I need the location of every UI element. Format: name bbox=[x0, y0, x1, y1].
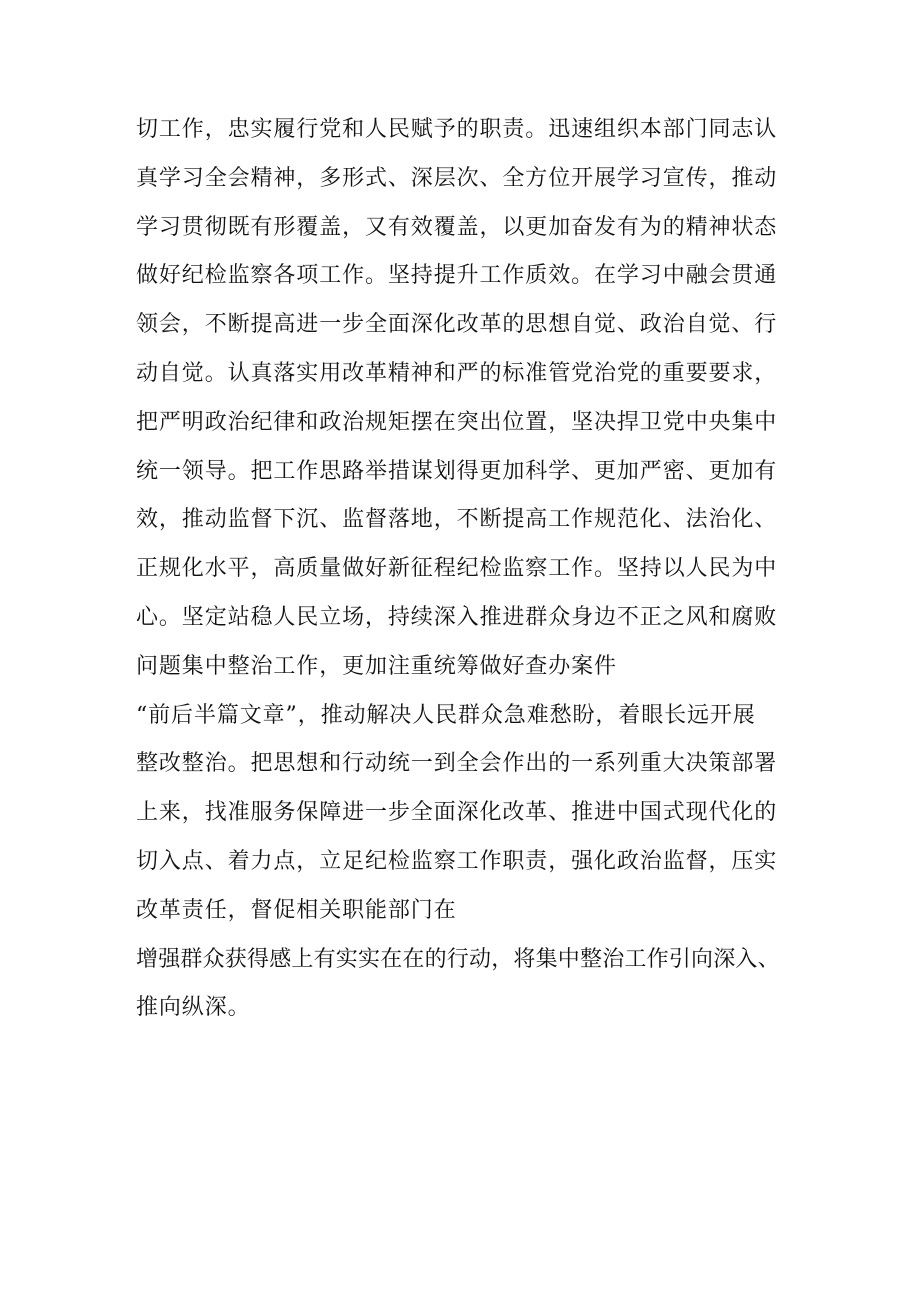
text-line-16: 切入点、着力点，立足纪检监察工作职责，强化政治监督，压实 bbox=[136, 848, 778, 874]
text-line-8: 统一领导。把工作思路举措谋划得更加科学、更加严密、更加有 bbox=[136, 458, 778, 484]
text-line-12: 问题集中整治工作，更加注重统筹做好查办案件 bbox=[136, 653, 617, 679]
text-line-14: 整改整治。把思想和行动统一到全会作出的一系列重大决策部署 bbox=[136, 751, 778, 777]
text-line-19: 推向纵深。 bbox=[136, 995, 251, 1021]
text-line-15: 上来，找准服务保障进一步全面深化改革、推进中国式现代化的 bbox=[136, 800, 778, 826]
text-line-11: 心。坚定站稳人民立场，持续深入推进群众身边不正之风和腐败 bbox=[136, 604, 778, 630]
text-line-3: 学习贯彻既有形覆盖，又有效覆盖，以更加奋发有为的精神状态 bbox=[136, 214, 778, 240]
text-line-6: 动自觉。认真落实用改革精神和严的标准管党治党的重要要求， bbox=[136, 360, 778, 386]
text-line-10: 正规化水平，高质量做好新征程纪检监察工作。坚持以人民为中 bbox=[136, 556, 778, 582]
text-line-13: “前后半篇文章”，推动解决人民群众急难愁盼，着眼长远开展 bbox=[136, 702, 756, 728]
body-text bbox=[136, 106, 796, 1033]
text-line-2: 真学习全会精神，多形式、深层次、全方位开展学习宣传，推动 bbox=[136, 165, 778, 191]
text-line-7: 把严明政治纪律和政治规矩摆在突出位置，坚决捍卫党中央集中 bbox=[136, 409, 778, 435]
text-line-1: 切工作，忠实履行党和人民赋予的职责。迅速组织本部门同志认 bbox=[136, 117, 778, 142]
text-line-4: 做好纪检监察各项工作。坚持提升工作质效。在学习中融会贯通 bbox=[136, 263, 778, 289]
text-line-17: 改革责任，督促相关职能部门在 bbox=[136, 897, 457, 923]
text-line-9: 效，推动监督下沉、监督落地，不断提高工作规范化、法治化、 bbox=[136, 507, 778, 533]
text-line-18: 增强群众获得感上有实实在在的行动，将集中整治工作引向深入、 bbox=[136, 946, 780, 972]
text-line-5: 领会，不断提高进一步全面深化改革的思想自觉、政治自觉、行 bbox=[136, 312, 778, 338]
